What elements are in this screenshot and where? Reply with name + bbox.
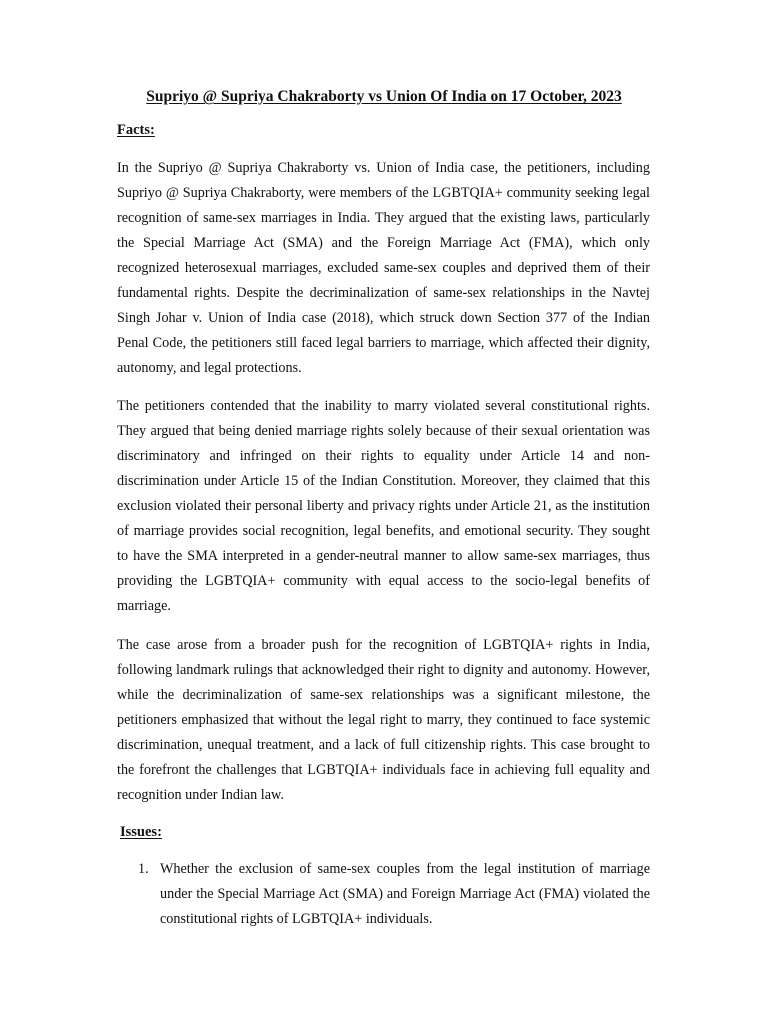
issues-heading: Issues: xyxy=(120,824,162,840)
facts-paragraph-3: The case arose from a broader push for the recognition of LGBTQIA+ rights in India, following landmark rulings that acknowledged their right to dignity and autonomy. However, while the decriminalization of same-sex relationships was a significant milestone, the petitioners emphasized that without the legal right to marry, they continued to face systemic discrimination, unequal treatment, and a lack of full citizenship rights. This case brought to the forefront the challenges that LGBTQIA+ individuals face in achieving full equality and recognition under Indian law. xyxy=(117,637,650,803)
page-title: Supriyo @ Supriya Chakraborty vs Union Of India on 17 October, 2023 xyxy=(146,88,622,105)
list-item-text: Whether the exclusion of same-sex couples from the legal institution of marriage under the Special Marriage Act (SMA) and Foreign Marriage Act (FMA) violated the constitutional rights of LGBTQIA+ individuals. xyxy=(160,861,650,927)
facts-heading: Facts: xyxy=(117,122,155,138)
issues-list xyxy=(117,857,650,932)
list-item-number: 1. xyxy=(138,861,149,877)
facts-paragraph-1: In the Supriyo @ Supriya Chakraborty vs. Union of India case, the petitioners, including Supriyo @ Supriya Chakraborty, were members of the LGBTQIA+ community seeking legal recognition of same-sex marriages in India. They argued that the existing laws, particularly the Special Marriage Act (SMA) and the Foreign Marriage Act (FMA), which only recognized heterosexual marriages, excluded same-sex couples and deprived them of their fundamental rights. Despite the decriminalization of same-sex relationships in the Navtej Singh Johar v. Union of India case (2018), which struck down Section 377 of the Indian Penal Code, the petitioners still faced legal barriers to marriage, which affected their dignity, autonomy, and legal protections. xyxy=(117,160,650,376)
facts-paragraph-2: The petitioners contended that the inability to marry violated several constitutional rights. They argued that being denied marriage rights solely because of their sexual orientation was discriminatory and infringed on their rights to equality under Article 14 and non-discrimination under Article 15 of the Indian Constitution. Moreover, they claimed that this exclusion violated their personal liberty and privacy rights under Article 21, as the institution of marriage provides social recognition, legal benefits, and emotional security. They sought to have the SMA interpreted in a gender-neutral manner to allow same-sex marriages, thus providing the LGBTQIA+ community with equal access to the socio-legal benefits of marriage. xyxy=(117,398,650,614)
list-item xyxy=(117,857,650,932)
